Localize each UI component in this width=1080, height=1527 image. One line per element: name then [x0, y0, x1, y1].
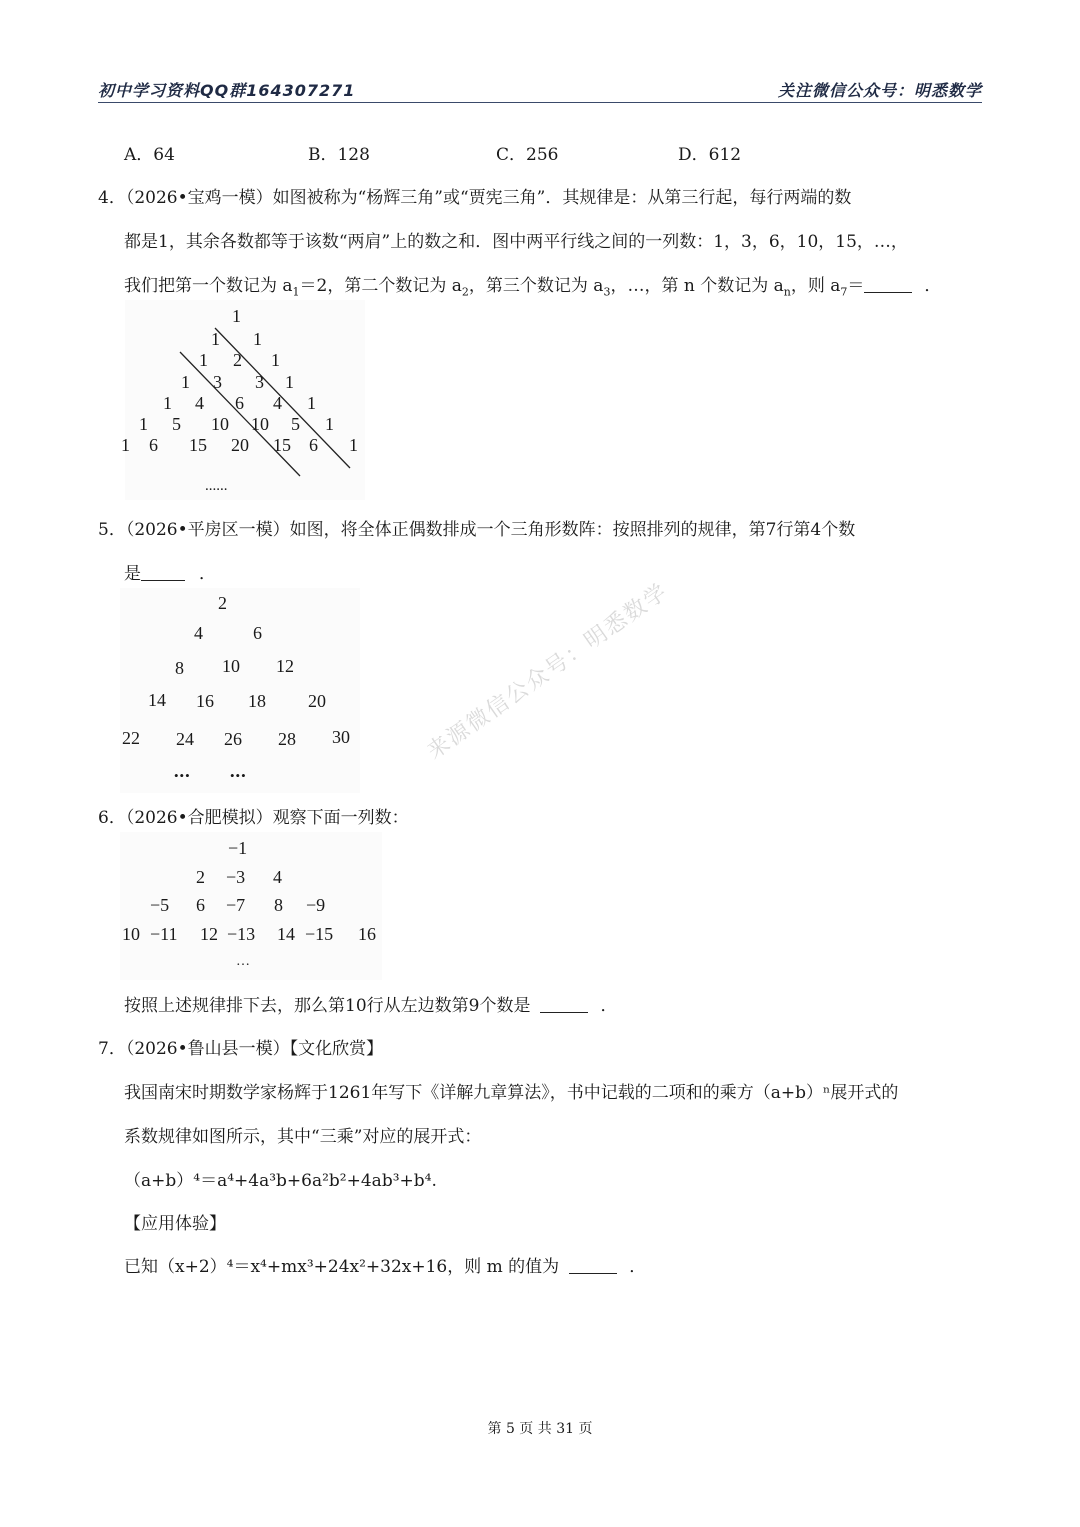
- pascal-cell: 1: [139, 414, 148, 434]
- q4-line2: 都是1，其余各数都等于该数“两肩”上的数之和．图中两平行线之间的一列数：1，3，6，10，15，…，: [124, 232, 908, 252]
- signed-dots: …: [236, 954, 250, 969]
- pascal-cell: 15: [273, 435, 291, 455]
- even-cell: 30: [332, 727, 350, 747]
- pascal-cell: 1: [163, 393, 172, 413]
- even-cell: 14: [148, 690, 166, 710]
- option-d: D．612: [678, 145, 742, 165]
- signed-sequence-figure: [120, 832, 382, 980]
- even-cell: 28: [278, 729, 296, 749]
- even-cell: 10: [222, 656, 240, 676]
- page-footer: 第 5 页 共 31 页: [487, 1421, 593, 1437]
- q7-line1: 7．（2026•鲁山县一模）【文化欣赏】: [98, 1039, 384, 1059]
- option-b: B．128: [308, 145, 370, 165]
- pascal-cell: 1: [121, 435, 130, 455]
- pascal-cell: 5: [291, 414, 300, 434]
- pascal-cell: 5: [172, 414, 181, 434]
- q7-question: [124, 1252, 646, 1277]
- pascal-triangle-figure: [121, 300, 365, 500]
- answer-blank-q6[interactable]: [540, 996, 588, 1013]
- header-left-text: 初中学习资料QQ群164307271: [98, 81, 356, 100]
- pascal-cell: 2: [233, 350, 242, 370]
- pascal-cell: 1: [211, 329, 220, 349]
- signed-cell: −5: [150, 895, 170, 915]
- signed-cell: −9: [306, 895, 326, 915]
- signed-cell: −3: [226, 867, 246, 887]
- q4-subn: n: [783, 285, 791, 299]
- even-cell: 4: [194, 623, 203, 643]
- header-divider: [98, 102, 982, 103]
- q6-question: [124, 991, 617, 1016]
- q5-line1: 5．（2026•平房区一模）如图，将全体正偶数排成一个三角形数阵：按照排列的规律，第7行第4个数: [98, 520, 856, 540]
- q4-line1: 4．（2026•宝鸡一模）如图被称为“杨辉三角”或“贾宪三角”．其规律是：从第三行起，每行两端的数: [98, 188, 852, 208]
- q4-line3-e: ，则 a: [790, 276, 841, 296]
- pascal-cell: 1: [349, 435, 358, 455]
- q4-sub1: 1: [292, 285, 300, 299]
- even-cell: 18: [248, 691, 266, 711]
- even-cell: 26: [224, 729, 242, 749]
- q4-line3-c: ，第三个数记为 a: [468, 276, 604, 296]
- pascal-cell: 1: [199, 350, 208, 370]
- q7-formula: （a+b）⁴＝a⁴+4a³b+6a²b²+4ab³+b⁴.: [124, 1171, 437, 1191]
- pascal-cell: 3: [255, 372, 264, 392]
- q7-apply-heading: 【应用体验】: [124, 1214, 226, 1234]
- signed-cell: 4: [273, 867, 282, 887]
- q5-line2-a: 是: [124, 564, 141, 584]
- even-cell: 22: [122, 728, 140, 748]
- q4-line3: [124, 271, 941, 298]
- q4-sub7: 7: [840, 285, 848, 299]
- pascal-cell: 1: [181, 372, 190, 392]
- pascal-ellipsis: ......: [205, 478, 228, 494]
- q4-sub2: 2: [461, 285, 469, 299]
- q7-line3: 系数规律如图所示，其中“三乘”对应的展开式：: [124, 1127, 482, 1147]
- signed-cell: 8: [274, 895, 283, 915]
- pascal-cell: 1: [232, 306, 241, 326]
- signed-cell: 12: [200, 924, 218, 944]
- q6-question-b: ．: [600, 996, 618, 1016]
- q4-sub3: 3: [603, 285, 611, 299]
- q4-line3-f: ＝: [847, 276, 865, 296]
- signed-cell: 14: [277, 924, 295, 944]
- pascal-cell: 3: [213, 372, 222, 392]
- watermark-text: 来源微信公众号：明悉数学: [422, 578, 674, 765]
- signed-cell: 16: [358, 924, 376, 944]
- q7-question-a: 已知（x+2）⁴＝x⁴+mx³+24x²+32x+16，则 m 的值为: [124, 1257, 560, 1277]
- pascal-cell: 1: [271, 350, 280, 370]
- answer-blank-q5[interactable]: [141, 564, 185, 581]
- pascal-cell: 6: [235, 393, 244, 413]
- even-cell: 24: [176, 729, 194, 749]
- answer-blank-q4[interactable]: [864, 276, 912, 293]
- parallel-lines: [125, 300, 365, 500]
- q4-line3-d: ，…，第 n 个数记为 a: [610, 276, 784, 296]
- q7-line2: 我国南宋时期数学家杨辉于1261年写下《详解九章算法》，书中记载的二项和的乘方（a+b）ⁿ展开式的: [124, 1083, 899, 1103]
- option-c: C．256: [496, 145, 559, 165]
- pascal-cell: 10: [211, 414, 229, 434]
- even-cell: 12: [276, 656, 294, 676]
- pascal-cell: 20: [231, 435, 249, 455]
- even-cell: 2: [218, 593, 227, 613]
- pascal-cell: 1: [285, 372, 294, 392]
- q4-line3-b: ＝2，第二个数记为 a: [299, 276, 462, 296]
- q6-line1: 6．（2026•合肥模拟）观察下面一列数：: [98, 808, 409, 828]
- q5-line2-b: ．: [199, 564, 216, 584]
- pascal-cell: 4: [273, 393, 282, 413]
- even-cell: 16: [196, 691, 214, 711]
- pascal-cell: 6: [149, 435, 158, 455]
- signed-cell: −7: [226, 895, 246, 915]
- answer-blank-q7[interactable]: [569, 1257, 617, 1274]
- signed-cell: −11: [150, 924, 178, 944]
- signed-cell: −1: [228, 838, 248, 858]
- signed-cell: 2: [196, 867, 205, 887]
- pascal-cell: 4: [195, 393, 204, 413]
- signed-cell: −13: [227, 924, 256, 944]
- pascal-cell: 10: [251, 414, 269, 434]
- q4-line3-a: 我们把第一个数记为 a: [124, 276, 293, 296]
- signed-cell: −15: [305, 924, 334, 944]
- even-triangle-figure: [120, 588, 360, 793]
- even-dots: •••: [174, 768, 191, 783]
- signed-cell: 10: [122, 924, 140, 944]
- header-right-text: 关注微信公众号：明悉数学: [777, 81, 982, 100]
- pascal-cell: 1: [253, 329, 262, 349]
- option-a: A．64: [124, 145, 175, 165]
- signed-cell: 6: [196, 895, 205, 915]
- q7-question-b: ．: [629, 1257, 647, 1277]
- even-cell: 20: [308, 691, 326, 711]
- even-dots: •••: [230, 768, 247, 783]
- even-cell: 6: [253, 623, 262, 643]
- even-cell: 8: [175, 658, 184, 678]
- pascal-cell: 1: [307, 393, 316, 413]
- q5-line2: [124, 559, 216, 584]
- pascal-cell: 1: [325, 414, 334, 434]
- q6-question-a: 按照上述规律排下去，那么第10行从左边数第9个数是: [124, 996, 531, 1016]
- pascal-cell: 6: [309, 435, 318, 455]
- pascal-cell: 15: [189, 435, 207, 455]
- q4-line3-end: ．: [924, 276, 942, 296]
